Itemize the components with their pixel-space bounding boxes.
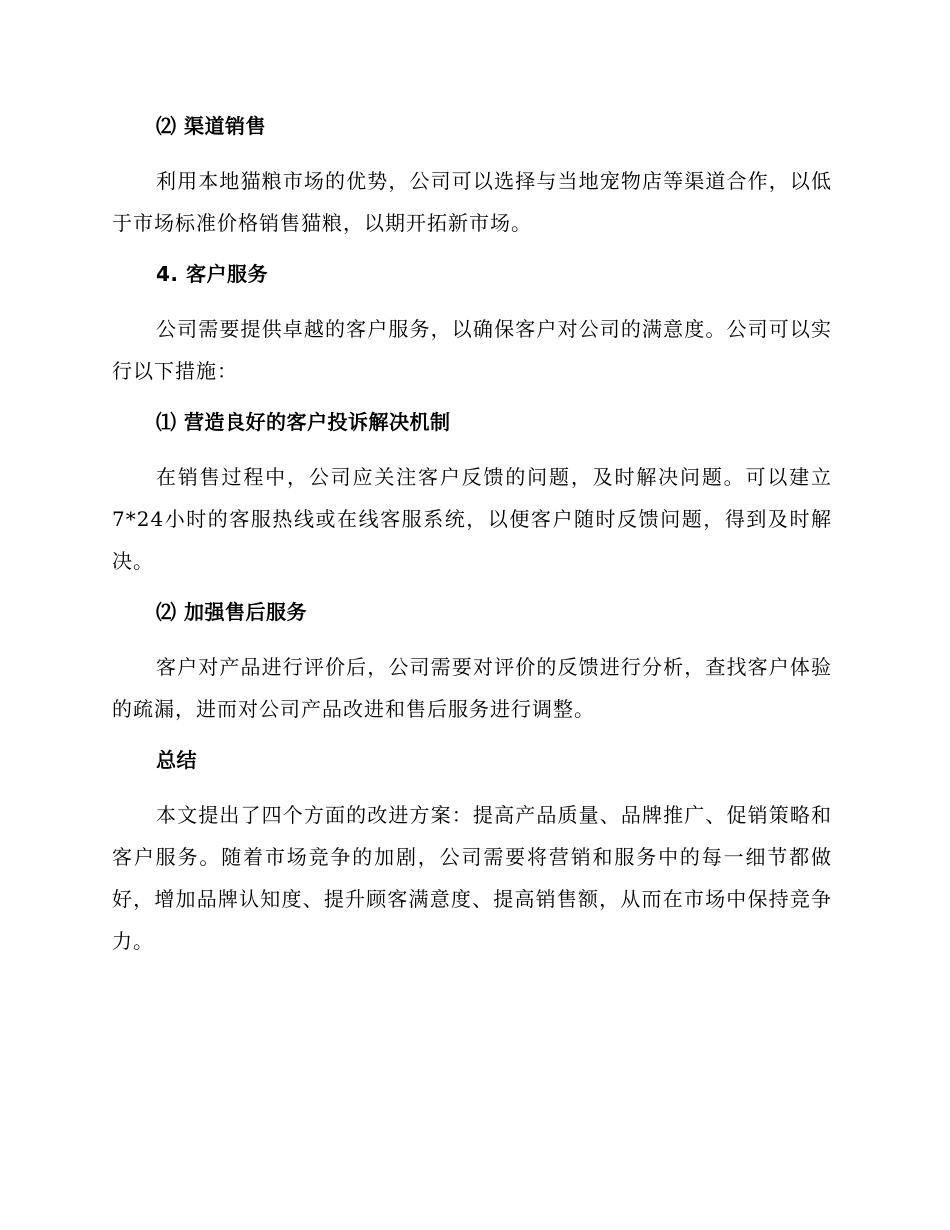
- paragraph-summary: 本文提出了四个方面的改进方案：提高产品质量、品牌推广、促销策略和客户服务。随着市场竞争的加剧，公司需要将营销和服务中的每一细节都做好，增加品牌认知度、提升顾客满意度、提高销售额，从而在市场中保持竞争力。: [112, 803, 832, 953]
- paragraph-customer-service: 公司需要提供卓越的客户服务，以确保客户对公司的满意度。公司可以实行以下措施：: [112, 317, 832, 383]
- section-heading-channel-sales: ⑵ 渠道销售: [156, 114, 266, 138]
- section-heading-customer-service: 4. 客户服务: [156, 262, 268, 286]
- document-body: [112, 108, 832, 974]
- section-heading-after-sales: ⑵ 加强售后服务: [156, 600, 307, 624]
- paragraph-after-sales: 客户对产品进行评价后，公司需要对评价的反馈进行分析，查找客户体验的疏漏，进而对公司产品改进和售后服务进行调整。: [112, 655, 832, 721]
- section-heading-complaint-mechanism: ⑴ 营造良好的客户投诉解决机制: [156, 410, 451, 434]
- paragraph-channel-sales: 利用本地猫粮市场的优势，公司可以选择与当地宠物店等渠道合作，以低于市场标准价格销售猫粮，以期开拓新市场。: [112, 169, 832, 235]
- paragraph-complaint-mechanism: 在销售过程中，公司应关注客户反馈的问题，及时解决问题。可以建立7*24小时的客服热线或在线客服系统，以便客户随时反馈问题，得到及时解决。: [112, 465, 832, 573]
- section-heading-summary: 总结: [156, 748, 197, 772]
